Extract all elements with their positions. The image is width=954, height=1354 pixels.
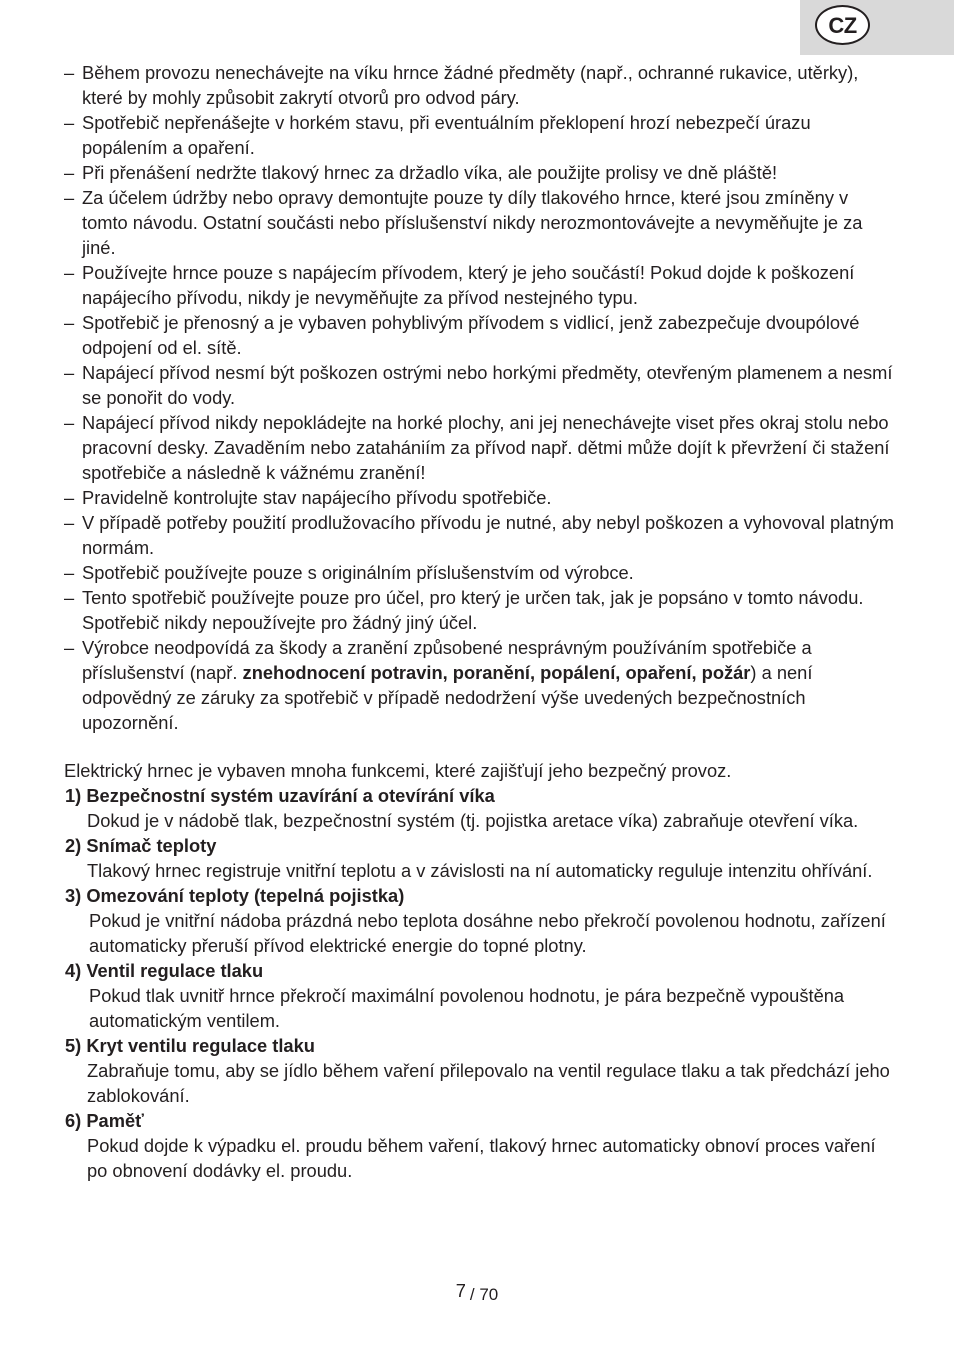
feature-title: 5) Kryt ventilu regulace tlaku	[65, 1035, 315, 1056]
page-footer	[0, 1281, 954, 1307]
page-number: 7	[455, 1280, 466, 1301]
bullet-text: Tento spotřebič používejte pouze pro účel, pro který je určen tak, jak je popsáno v tomto návodu. Spotřebič nikdy nepoužívejte pro žádný jiný účel.	[82, 587, 864, 633]
bullet-text: Spotřebič je přenosný a je vybaven pohyblivým přívodem s vidlicí, jenž zabezpečuje dvoupólové odpojení od el. sítě.	[82, 312, 860, 358]
page-total: / 70	[469, 1285, 499, 1304]
language-badge: CZ	[815, 5, 870, 45]
bullet-item: – V případě potřeby použití prodlužovacího přívodu je nutné, aby nebyl poškozen a vyhovoval platným normám.	[64, 512, 894, 558]
bullet-text: Za účelem údržby nebo opravy demontujte pouze ty díly tlakového hrnce, které jsou zmíněny v tomto návodu. Ostatní součásti nebo příslušenství nikdy nerozmontovávejte a nevyměňujte je za jiné.	[82, 187, 863, 258]
feature-title: 2) Snímač teploty	[65, 835, 217, 856]
feature-item	[64, 833, 894, 883]
bullet-text: Spotřebič nepřenášejte v horkém stavu, při eventuálním překlopení hrozí nebezpečí úrazu popálením a opaření.	[82, 112, 811, 158]
bullet-text-after: ) a není odpovědný ze záruky za spotřebič v případě nedodržení výše uvedených bezpečnostních upozornění.	[82, 662, 813, 733]
feature-title: 6) Paměť	[65, 1110, 144, 1131]
feature-description: Pokud je vnitřní nádoba prázdná nebo teplota dosáhne nebo překročí povolenou hodnotu, zařízení automaticky přeruší přívod elektrické energie do topné plotny.	[89, 910, 886, 956]
bullet-item: – Pravidelně kontrolujte stav napájecího přívodu spotřebiče.	[64, 487, 552, 508]
bullet-item: – Spotřebič používejte pouze s originálním příslušenstvím od výrobce.	[64, 562, 634, 583]
feature-description: Pokud dojde k výpadku el. proudu během vaření, tlakový hrnec automaticky obnoví proces vaření po obnovení dodávky el. proudu.	[87, 1135, 876, 1181]
bullet-item: – Během provozu nenechávejte na víku hrnce žádné předměty (např., ochranné rukavice, utěrky), které by mohly způsobit zakrytí otvorů pro odvod páry.	[64, 62, 859, 108]
bullet-item: – Při přenášení nedržte tlakový hrnec za držadlo víka, ale použijte prolisy ve dně pláště!	[64, 162, 778, 183]
feature-description: Dokud je v nádobě tlak, bezpečnostní systém (tj. pojistka aretace víka) zabraňuje otevření víka.	[87, 810, 859, 831]
bullet-text: Napájecí přívod nesmí být poškozen ostrými nebo horkými předměty, otevřeným plamenem a nesmí se ponořit do vody.	[82, 362, 893, 408]
bullet-item: – Spotřebič nepřenášejte v horkém stavu, při eventuálním překlopení hrozí nebezpečí úrazu popálením a opaření.	[64, 112, 811, 158]
bullet-item: – Tento spotřebič používejte pouze pro účel, pro který je určen tak, jak je popsáno v tomto návodu. Spotřebič nikdy nepoužívejte pro žádný jiný účel.	[64, 587, 864, 633]
bullet-text: V případě potřeby použití prodlužovacího přívodu je nutné, aby nebyl poškozen a vyhovoval platným normám.	[82, 512, 894, 558]
bullet-text-bold: znehodnocení potravin, poranění, popálení, opaření, požár	[242, 662, 751, 683]
bullet-text-before: Výrobce neodpovídá za škody a zranění způsobené nesprávným používáním spotřebiče a příslušenství (např.	[82, 637, 812, 683]
feature-item	[64, 1108, 894, 1183]
feature-title: 4) Ventil regulace tlaku	[65, 960, 264, 981]
feature-item	[64, 1033, 894, 1108]
safety-bullet-list	[64, 60, 894, 735]
bullet-item: – Napájecí přívod nesmí být poškozen ostrými nebo horkými předměty, otevřeným plamenem a nesmí se ponořit do vody.	[64, 362, 893, 408]
bullet-text: Spotřebič používejte pouze s originálním příslušenstvím od výrobce.	[82, 562, 634, 583]
feature-title: 1) Bezpečnostní systém uzavírání a otevírání víka	[65, 785, 495, 806]
bullet-text: Napájecí přívod nikdy nepokládejte na horké plochy, ani jej nenechávejte viset přes okraj stolu nebo pracovní desky. Zavaděním nebo zatahániím za přívod např. dětmi může dojít k převržení či stažení spotřebiče a následně k vážnému zranění!	[82, 412, 890, 483]
bullet-text: Pravidelně kontrolujte stav napájecího přívodu spotřebiče.	[82, 487, 552, 508]
feature-item	[64, 883, 894, 958]
feature-item	[64, 783, 894, 833]
feature-description: Pokud tlak uvnitř hrnce překročí maximální povolenou hodnotu, je pára bezpečně vypouštěna automatickým ventilem.	[89, 985, 845, 1031]
bullet-item: – Za účelem údržby nebo opravy demontujte pouze ty díly tlakového hrnce, které jsou zmíněny v tomto návodu. Ostatní součásti nebo příslušenství nikdy nerozmontovávejte a nevyměňujte je za jiné.	[64, 187, 863, 258]
page-content	[64, 60, 894, 1183]
bullet-text: Při přenášení nedržte tlakový hrnec za držadlo víka, ale použijte prolisy ve dně pláště!	[82, 162, 778, 183]
feature-description: Tlakový hrnec registruje vnitřní teplotu a v závislosti na ní automaticky reguluje intenzitu ohřívání.	[87, 860, 873, 881]
feature-title: 3) Omezování teploty (tepelná pojistka)	[65, 885, 405, 906]
bullet-item: – Napájecí přívod nikdy nepokládejte na horké plochy, ani jej nenechávejte viset přes okraj stolu nebo pracovní desky. Zavaděním nebo zatahániím za přívod např. dětmi může dojít k převržení či stažení spotřebiče a následně k vážnému zranění!	[64, 412, 890, 483]
bullet-item: – Spotřebič je přenosný a je vybaven pohyblivým přívodem s vidlicí, jenž zabezpečuje dvoupólové odpojení od el. sítě.	[64, 312, 860, 358]
feature-list	[64, 783, 894, 1183]
bullet-text: Během provozu nenechávejte na víku hrnce žádné předměty (např., ochranné rukavice, utěrky), které by mohly způsobit zakrytí otvorů pro odvod páry.	[82, 62, 859, 108]
feature-description: Zabraňuje tomu, aby se jídlo během vaření přilepovalo na ventil regulace tlaku a tak předchází jeho zablokování.	[87, 1060, 890, 1106]
bullet-item-liability: – Výrobce neodpovídá za škody a zranění způsobené nesprávným používáním spotřebiče a příslušenství (např. znehodnocení potravin, poranění, popálení, opaření, požár) a není odpovědný ze záruky za spotřebič v případě nedodržení výše uvedených bezpečnostních upozornění.	[64, 637, 813, 733]
bullet-item: – Používejte hrnce pouze s napájecím přívodem, který je jeho součástí! Pokud dojde k poškození napájecího přívodu, nikdy je nevyměňujte za přívod nestejného typu.	[64, 262, 855, 308]
feature-item	[64, 958, 894, 1033]
features-intro: Elektrický hrnec je vybaven mnoha funkcemi, které zajišťují jeho bezpečný provoz.	[64, 760, 732, 781]
bullet-text: Používejte hrnce pouze s napájecím přívodem, který je jeho součástí! Pokud dojde k poškození napájecího přívodu, nikdy je nevyměňujte za přívod nestejného typu.	[82, 262, 855, 308]
